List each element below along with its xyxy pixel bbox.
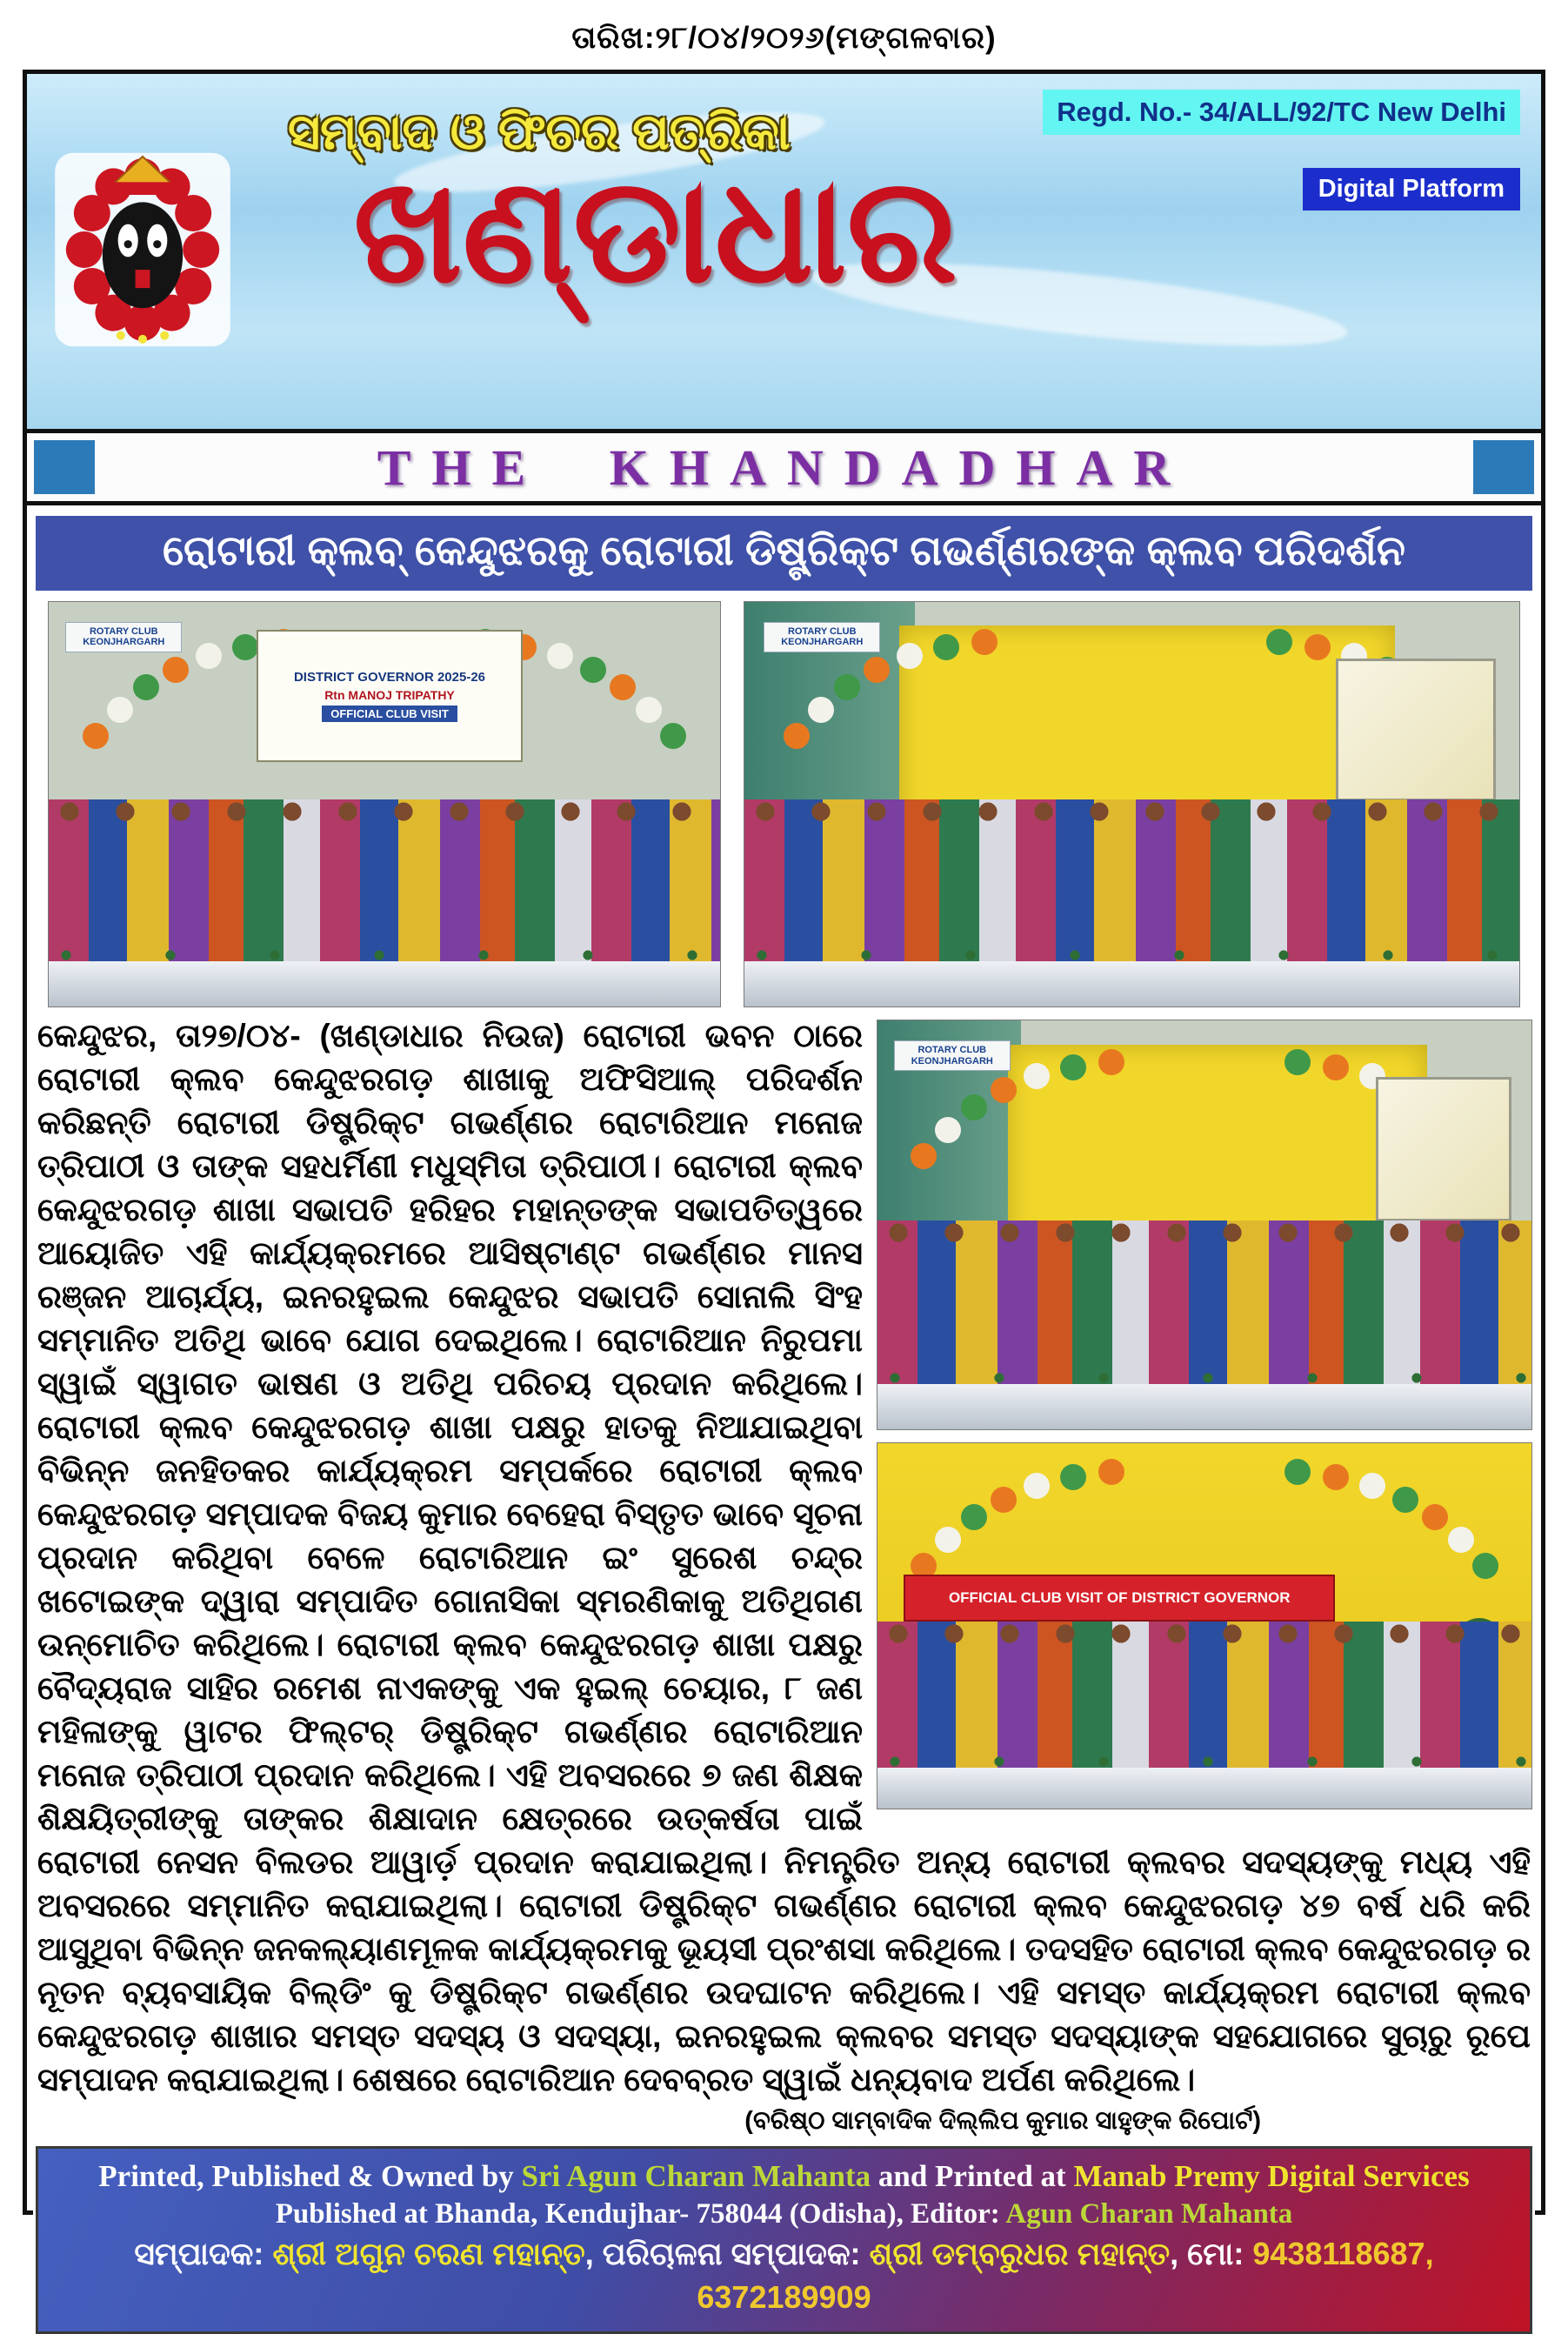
headline-bar	[36, 516, 1532, 591]
board-line-1: DISTRICT GOVERNOR 2025-26	[293, 669, 486, 685]
owner-name: Sri Agun Charan Mahanta	[521, 2158, 871, 2193]
photo-event-3	[877, 1020, 1532, 1430]
date-line: ତାରିଖ:୨୮/୦୪/୨୦୨୬(ମଙ୍ଗଳବାର)	[571, 21, 997, 55]
photo-event-2	[744, 601, 1520, 1007]
article-text-part-2: ରୋଟାରୀ ଡିଷ୍ଟ୍ରିକ୍ଟ ଗଭର୍ଣ୍ଣର ରୋଟାରୀ କ୍ଲବ କେନ୍ଦୁଝରଗଡ଼ ୪୭ ବର୍ଷ ଧରି କରି ଆସୁଥିବା ବିଭିନ୍ନ ଜନକଲ୍ୟାଣମୂଳକ କାର୍ଯ୍ୟକ୍ରମକୁ ଭୂୟସୀ ପ୍ରଂଶସା କରିଥିଲେ। ତଦସହିତ ରୋଟାରୀ କ୍ଲବ କେନ୍ଦୁଝରଗଡ଼ ର ନୂତନ ବ୍ୟବସାୟିକ ବିଲ୍ଡିଂ କୁ ଡିଷ୍ଟ୍ରିକ୍ଟ ଗଭର୍ଣ୍ଣର ଉଦଘାଟନ କରିଥିଲେ। ଏହି ସମସ୍ତ କାର୍ଯ୍ୟକ୍ରମ ରୋଟାରୀ କ୍ଲବ କେନ୍ଦୁଝରଗଡ଼ ଶାଖାର ସମସ୍ତ ସଦସ୍ୟ ଓ ସଦସ୍ୟା, ଇନରହୁଇଲ କ୍ଲବର ସମସ୍ତ ସଦସ୍ୟାଙ୍କ ସହଯୋଗରେ ସୁଚାରୁ ରୂପେ ସମ୍ପାଦନ କରାଯାଇଥିଲା। ଶେଷରେ ରୋଟାରିଆନ ଦେବବ୍ରତ ସ୍ୱାଇଁ ଧନ୍ୟବାଦ ଅର୍ପଣ କରିଥିଲେ।	[37, 1887, 1531, 2097]
photo-column	[877, 1020, 1531, 1809]
projector-screen	[1376, 1077, 1511, 1221]
tables-strip	[877, 1384, 1531, 1429]
article-text-part-1: କେନ୍ଦୁଝର, ତା୨୭/୦୪- (ଖଣ୍ଡାଧାର ନିଉଜ) ରୋଟାରୀ ଭବନ ଠାରେ ରୋଟାରୀ କ୍ଲବ କେନ୍ଦୁଝରଗଡ଼ ଶାଖାକୁ ଅଫିସିଆଲ୍ ପରିଦର୍ଶନ କରିଛନ୍ତି ରୋଟାରୀ ଡିଷ୍ଟ୍ରିକ୍ଟ ଗଭର୍ଣ୍ଣର ରୋଟାରିଆନ ମନୋଜ ତ୍ରିପାଠୀ ଓ ତାଙ୍କ ସହଧର୍ମିଣୀ ମଧୁସ୍ମିତା ତ୍ରିପାଠୀ। ରୋଟାରୀ କ୍ଲବ କେନ୍ଦୁଝରଗଡ଼ ଶାଖା ସଭାପତି ହରିହର ମହାନ୍ତଙ୍କ ସଭାପତିତ୍ୱରେ ଆୟୋଜିତ ଏହି କାର୍ଯ୍ୟକ୍ରମରେ ଆସିଷ୍ଟାଣ୍ଟ ଗଭର୍ଣ୍ଣର ମାନସ ରଞ୍ଜନ ଆଚାର୍ଯ୍ୟ, ଇନରହୁଇଲ କେନ୍ଦୁଝର ସଭାପତି ସୋନାଲି ସିଂହ ସମ୍ମାନିତ ଅତିଥି ଭାବେ ଯୋଗ ଦେଇଥିଲେ। ରୋଟାରିଆନ ନିରୁପମା ସ୍ୱାଇଁ ସ୍ୱାଗତ ଭାଷଣ ଓ ଅତିଥି ପରିଚୟ ପ୍ରଦାନ କରିଥିଲେ। ରୋଟାରୀ କ୍ଲବ କେନ୍ଦୁଝରଗଡ଼ ଶାଖା ପକ୍ଷରୁ ହାତକୁ ନିଆଯାଇଥିବା ବିଭିନ୍ନ ଜନହିତକର କାର୍ଯ୍ୟକ୍ରମ ସମ୍ପର୍କରେ ରୋଟାରୀ କ୍ଲବ କେନ୍ଦୁଝରଗଡ଼ ସମ୍ପାଦକ ବିଜୟ କୁମାର ବେହେରା ବିସ୍ତୃତ ଭାବେ ସୂଚନା ପ୍ରଦାନ କରିଥିବା ବେଳେ ରୋଟାରିଆନ ଇଂ ସୁରେଶ ଚନ୍ଦ୍ର ଖଟୋଇଙ୍କ ଦ୍ୱାରା ସମ୍ପାଦିତ ଗୋନାସିକା ସ୍ମରଣିକାକୁ ଅତିଥିଗଣ ଉନ୍ମୋଚିତ କରିଥିଲେ। ରୋଟାରୀ କ୍ଲବ କେନ୍ଦୁଝରଗଡ଼ ଶାଖା ପକ୍ଷରୁ ବୈଦ୍ୟରାଜ ସାହିର ରମେଶ ନାଏକଙ୍କୁ ଏକ ହୁଇଲ୍ ଚେୟାର, ୮ ଜଣ ମହିଳାଙ୍କୁ ୱାଟର ଫିଲ୍ଟର୍ ଡିଷ୍ଟ୍ରିକ୍ଟ ଗଭର୍ଣ୍ଣର ରୋଟାରିଆନ ମନୋଜ ତ୍ରିପାଠୀ ପ୍ରଦାନ କରିଥିଲେ। ଏହି ଅବସରରେ ୭ ଜଣ ଶିକ୍ଷକ ଶିକ୍ଷୟିତ୍ରୀଙ୍କୁ ତାଙ୍କର ଶିକ୍ଷାଦାନ କ୍ଷେତ୍ରରେ ଉତ୍କର୍ଷତା ପାଇଁ ରୋଟାରୀ ନେସନ ବିଲଡର ଆୱାର୍ଡ଼ ପ୍ରଦାନ କରାଯାଇଥିଲା। ନିମନ୍ତ୍ରିତ ଅନ୍ୟ ରୋଟାରୀ କ୍ଲବର ସଦସ୍ୟଙ୍କୁ ମଧ୍ୟ ଏହି ଅବସରରେ ସମ୍ମାନିତ କରାଯାଇଥିଲା।	[37, 1017, 1531, 1923]
club-sign-label: ROTARY CLUB KEONJHARGARH	[764, 622, 880, 652]
board-line-3: OFFICIAL CLUB VISIT	[322, 706, 457, 722]
imprint-printed-by: Printed, Published & Owned by	[98, 2158, 522, 2193]
balloon-arch-icon	[660, 723, 686, 749]
printer-name: Manab Premy Digital Services	[1073, 2158, 1470, 2193]
event-board	[257, 630, 522, 762]
people-group	[744, 799, 1519, 961]
editor-odia-name: ଶ୍ରୀ ଅଗୁନ ଚରଣ ମହାନ୍ତ	[272, 2235, 585, 2271]
page-frame	[23, 70, 1545, 2315]
official-visit-banner: OFFICIAL CLUB VISIT OF DISTRICT GOVERNOR	[904, 1575, 1335, 1622]
imprint-line-2	[45, 2196, 1523, 2232]
published-at: Published at Bhanda, Kendujhar- 758044 (Odisha), Editor:	[275, 2197, 1006, 2230]
headline-text: ରୋଟାରୀ କ୍ଲବ୍ କେନ୍ଦୁଝରକୁ ରୋଟାରୀ ଡିଷ୍ଟ୍ରିକ୍ଟ ଗଭର୍ଣ୍ଣରଙ୍କ କ୍ଲବ ପରିଦର୍ଶନ	[162, 528, 1405, 574]
club-sign-label: ROTARY CLUB KEONJHARGARH	[65, 622, 182, 652]
balloon-arch-icon	[83, 723, 109, 749]
board-line-2: Rtn MANOJ TRIPATHY	[324, 687, 455, 702]
tables-strip	[49, 961, 720, 1006]
balloon-arch-icon	[911, 1143, 937, 1169]
balloon-arch-icon	[784, 723, 810, 749]
photo-event-1	[48, 601, 721, 1007]
digital-platform-badge: Digital Platform	[1303, 168, 1520, 211]
masthead-tagline: ସମ୍ବାଦ ଓ ଫିଚର ପତ୍ରିକା	[288, 104, 791, 160]
deity-emblem-icon	[51, 93, 234, 406]
balloon-arch-icon	[1472, 1553, 1498, 1579]
reporter-byline: (ବରିଷ୍ଠ ସାମ୍ବାଦିକ ଦିଲ୍ଲିପ କୁମାର ସାହୁଙ୍କ ରିପୋର୍ଟ)	[744, 2106, 1261, 2135]
people-group	[877, 1622, 1531, 1768]
footer-imprint	[36, 2146, 1532, 2334]
managing-editor-name: ଶ୍ରୀ ଡମ୍ବରୁଧର ମହାନ୍ତ	[869, 2235, 1171, 2271]
masthead-title-english: THE KHANDADHAR	[377, 438, 1191, 496]
editor-name: Agun Charan Mahanta	[1005, 2197, 1293, 2230]
registration-number: Regd. No.- 34/ALL/92/TC New Delhi	[1043, 90, 1520, 135]
tables-strip	[744, 961, 1519, 1006]
people-group	[49, 799, 720, 961]
phone-numbers: 9438118687, 6372189909	[697, 2235, 1434, 2315]
tables-strip	[877, 1768, 1531, 1808]
masthead	[27, 74, 1541, 433]
people-group	[877, 1221, 1531, 1384]
photo-row	[27, 599, 1541, 1007]
managing-editor-label: , ପରିଚାଳନା ସମ୍ପାଦକ:	[584, 2235, 870, 2271]
projector-screen	[1336, 659, 1496, 801]
article-body	[27, 1007, 1541, 2137]
english-title-band	[27, 433, 1541, 505]
imprint-printed-at: and Printed at	[871, 2158, 1074, 2193]
mobile-label: , ମୋ:	[1170, 2235, 1253, 2271]
club-sign-label: ROTARY CLUB KEONJHARGARH	[894, 1040, 1011, 1071]
photo-event-4	[877, 1442, 1532, 1809]
masthead-title-odia: ଖଣ୍ଡାଧାର	[353, 149, 957, 312]
editor-label: ସମ୍ପାଦକ:	[134, 2235, 273, 2271]
imprint-line-1	[45, 2157, 1523, 2196]
imprint-line-3	[45, 2232, 1523, 2319]
